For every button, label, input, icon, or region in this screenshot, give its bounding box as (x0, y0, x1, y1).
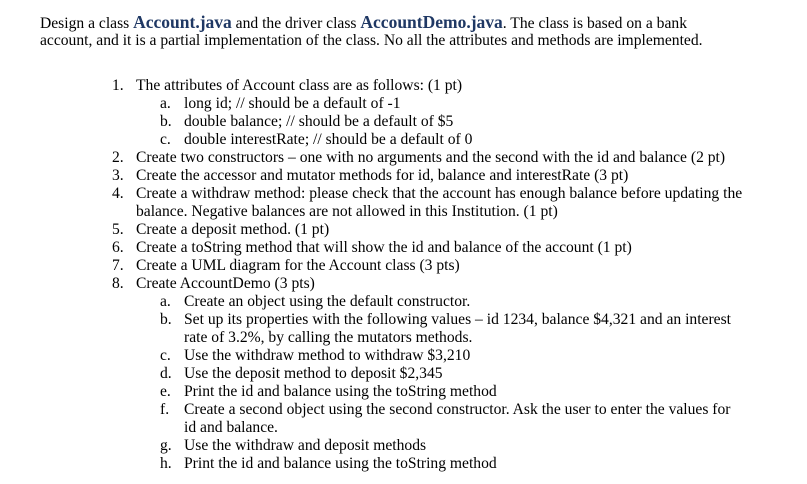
sub-list-item-text: Use the withdraw and deposit methods (184, 437, 427, 454)
sub-list-item-letter: a. (160, 95, 171, 112)
list-item-number: 6. (112, 239, 124, 256)
sub-list-item-text: double interestRate; // should be a default of 0 (184, 131, 473, 148)
list-item (0, 185, 807, 221)
list-item (0, 239, 807, 257)
class-name-account: Account.java (133, 12, 232, 32)
intro-text-post: . The class is based on a bank (502, 15, 687, 32)
sub-list-item-text: id and balance. (184, 419, 278, 436)
sub-list-item-text: long id; // should be a default of -1 (184, 95, 401, 112)
intro-line-2: account, and it is a partial implementation of the class. No all the attributes and methods are implemented. (40, 32, 703, 49)
sub-list-item (0, 347, 807, 365)
sub-list-item-text: double balance; // should be a default of $5 (184, 113, 454, 130)
sub-list-item-text: Create a second object using the second constructor. Ask the user to enter the values for (184, 401, 731, 418)
list-item (0, 257, 807, 275)
sub-list-item-letter: b. (160, 113, 172, 130)
sub-list-item (0, 455, 807, 473)
sub-list-item-letter: d. (160, 365, 172, 382)
list-item (0, 275, 807, 293)
intro-text-mid: and the driver class (231, 15, 361, 32)
sub-list-item (0, 131, 807, 149)
sub-list-item-letter: e. (160, 383, 171, 400)
sub-list-item-text: Set up its properties with the following values – id 1234, balance $4,321 and an interest (184, 311, 731, 328)
list-item-number: 2. (112, 149, 124, 166)
list-item-number: 8. (112, 275, 124, 292)
sub-list-item-letter: c. (160, 347, 171, 364)
list-item-text: Create a withdraw method: please check that the account has enough balance before updating the (136, 185, 743, 202)
sub-list-item (0, 437, 807, 455)
sub-list-item (0, 293, 807, 311)
list-item-text: balance. Negative balances are not allowed in this Institution. (1 pt) (136, 203, 558, 220)
class-name-account-demo: AccountDemo.java (360, 12, 503, 32)
task-list (0, 77, 807, 473)
sub-list-item-letter: f. (160, 401, 170, 418)
sub-list-item-letter: a. (160, 293, 171, 310)
sub-list-item-text: Use the deposit method to deposit $2,345 (184, 365, 443, 382)
sub-list-item (0, 365, 807, 383)
list-item-number: 1. (112, 77, 124, 94)
intro-line-1 (40, 13, 800, 32)
list-item (0, 77, 807, 95)
list-item-text: Create the accessor and mutator methods for id, balance and interestRate (3 pt) (136, 167, 629, 184)
sub-list-item-text: Create an object using the default constructor. (184, 293, 471, 310)
sub-list-item-letter: g. (160, 437, 172, 454)
sub-list-item (0, 113, 807, 131)
list-item-text: Create a toString method that will show the id and balance of the account (1 pt) (136, 239, 632, 256)
list-item-text: Create two constructors – one with no arguments and the second with the id and balance (2 pt) (136, 149, 726, 166)
list-item-text: Create a deposit method. (1 pt) (136, 221, 330, 238)
list-item (0, 167, 807, 185)
list-item-number: 4. (112, 185, 124, 202)
sub-list-item-text: rate of 3.2%, by calling the mutators methods. (184, 329, 473, 346)
sub-list-item-letter: h. (160, 455, 172, 472)
sub-list-item-text: Use the withdraw method to withdraw $3,210 (184, 347, 471, 364)
sub-list-item (0, 383, 807, 401)
list-item-text: The attributes of Account class are as follows: (1 pt) (136, 77, 463, 94)
sub-list-item-text: Print the id and balance using the toString method (184, 455, 497, 472)
assignment-intro (40, 13, 800, 51)
sub-list-item-text: Print the id and balance using the toString method (184, 383, 497, 400)
intro-text-pre: Design a class (40, 15, 134, 32)
list-item (0, 149, 807, 167)
sub-list-item-letter: b. (160, 311, 172, 328)
sub-list-item (0, 95, 807, 113)
list-item-number: 5. (112, 221, 124, 238)
list-item-number: 3. (112, 167, 124, 184)
sub-list-item-letter: c. (160, 131, 171, 148)
list-item-text: Create AccountDemo (3 pts) (136, 275, 315, 292)
sub-list-item (0, 401, 807, 437)
sub-list-item (0, 311, 807, 347)
list-item-number: 7. (112, 257, 124, 274)
list-item (0, 221, 807, 239)
list-item-text: Create a UML diagram for the Account class (3 pts) (136, 257, 460, 274)
